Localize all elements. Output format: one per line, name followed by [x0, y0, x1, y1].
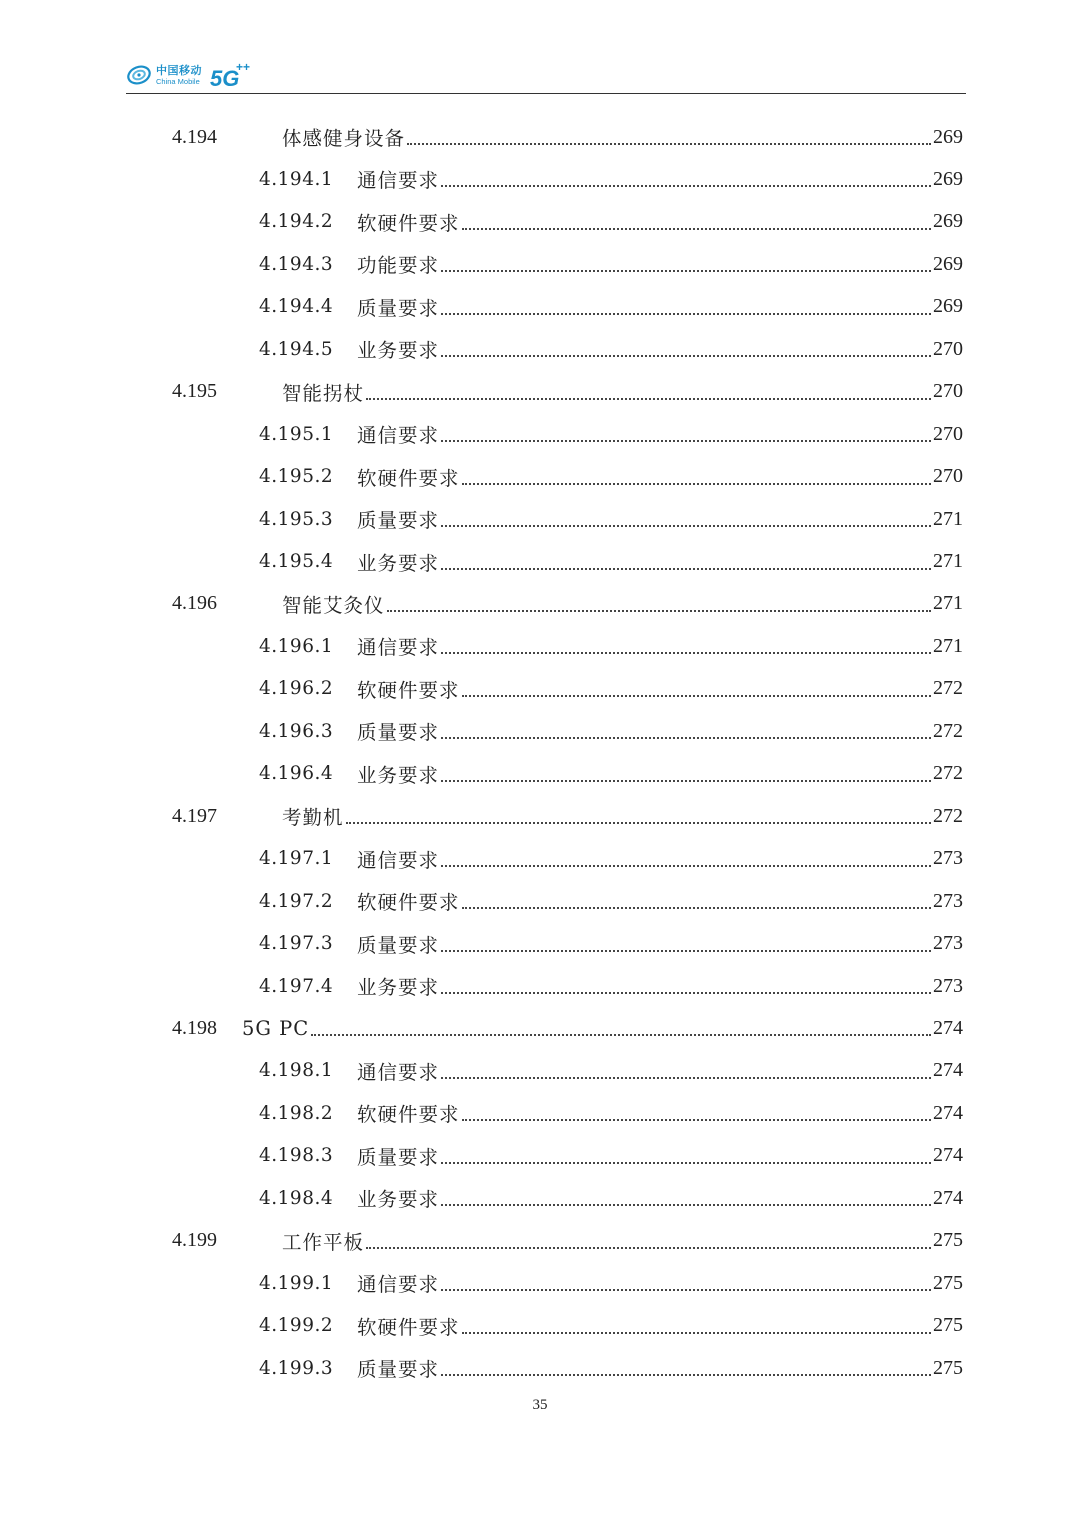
toc-section-entry[interactable]	[172, 1220, 963, 1262]
toc-entry-number: 4.198.3	[259, 1145, 334, 1167]
toc-entry-page: 271	[933, 507, 963, 530]
toc-section-entry[interactable]	[172, 583, 963, 625]
toc-subsection-entry[interactable]	[259, 710, 963, 752]
toc-entry-number: 4.197.2	[259, 890, 334, 912]
toc-entry-title: 5G PC	[242, 1016, 310, 1040]
toc-subsection-entry[interactable]	[259, 456, 963, 498]
toc-dot-leader	[441, 930, 931, 952]
toc-entry-page: 270	[933, 422, 963, 445]
toc-entry-title: 通信要求	[357, 169, 440, 193]
toc-entry-title: 软硬件要求	[357, 678, 460, 702]
toc-entry-number: 4.194.4	[259, 296, 334, 318]
toc-dot-leader	[441, 505, 931, 527]
toc-entry-title: 智能拐杖	[282, 381, 365, 405]
toc-entry-number: 4.194	[172, 125, 217, 148]
toc-entry-page: 269	[933, 167, 963, 190]
toc-subsection-entry[interactable]	[259, 1262, 963, 1304]
toc-entry-number: 4.196.2	[259, 678, 334, 700]
toc-dot-leader	[462, 208, 931, 230]
toc-entry-page: 273	[933, 932, 963, 955]
toc-entry-number: 4.196.3	[259, 720, 334, 742]
toc-dot-leader	[387, 590, 931, 612]
toc-section-entry[interactable]	[172, 1007, 963, 1049]
toc-dot-leader	[366, 1227, 931, 1249]
toc-entry-number: 4.199.2	[259, 1315, 334, 1337]
toc-entry-page: 269	[933, 210, 963, 233]
page-number: 35	[532, 1397, 548, 1413]
toc-subsection-entry[interactable]	[259, 880, 963, 922]
toc-entry-title: 质量要求	[357, 1358, 440, 1382]
toc-entry-number: 4.195.4	[259, 551, 334, 572]
toc-entry-number: 4.196.1	[259, 635, 334, 657]
toc-subsection-entry[interactable]	[259, 923, 963, 965]
toc-entry-title: 软硬件要求	[357, 1103, 460, 1127]
toc-entry-number: 4.197	[172, 804, 217, 827]
toc-entry-page: 272	[933, 677, 963, 700]
toc-entry-title: 质量要求	[357, 721, 440, 745]
toc-entry-number: 4.194.2	[259, 211, 334, 233]
toc-dot-leader	[462, 1099, 931, 1121]
toc-subsection-entry[interactable]	[259, 286, 963, 328]
toc-entry-number: 4.195	[172, 380, 217, 403]
toc-entry-number: 4.199	[172, 1229, 217, 1252]
toc-dot-leader	[441, 972, 931, 994]
toc-entry-page: 275	[933, 1229, 963, 1252]
toc-subsection-entry[interactable]	[259, 1177, 963, 1219]
toc-entry-page: 274	[933, 1144, 963, 1167]
toc-entry-title: 质量要求	[357, 933, 440, 957]
toc-section-entry[interactable]	[172, 371, 963, 413]
toc-dot-leader	[441, 632, 931, 654]
toc-dot-leader	[441, 1184, 931, 1206]
toc-entry-title: 业务要求	[357, 976, 440, 999]
toc-dot-leader	[462, 1312, 931, 1334]
toc-subsection-entry[interactable]	[259, 1050, 963, 1092]
toc-subsection-entry[interactable]	[259, 201, 963, 243]
toc-entry-page: 269	[933, 295, 963, 318]
toc-subsection-entry[interactable]	[259, 413, 963, 455]
toc-entry-page: 272	[933, 804, 963, 827]
toc-subsection-entry[interactable]	[259, 1305, 963, 1347]
toc-entry-title: 功能要求	[357, 254, 440, 278]
toc-dot-leader	[441, 548, 931, 570]
toc-dot-leader	[441, 760, 931, 782]
toc-entry-page: 273	[933, 974, 963, 997]
toc-entry-page: 269	[933, 125, 963, 148]
toc-dot-leader	[462, 463, 931, 485]
toc-entry-page: 270	[933, 465, 963, 488]
toc-dot-leader	[366, 378, 931, 400]
toc-entry-page: 274	[933, 1101, 963, 1124]
toc-entry-title: 业务要求	[357, 339, 440, 363]
toc-entry-number: 4.194.3	[259, 253, 334, 275]
header-divider	[126, 93, 966, 94]
toc-entry-page: 273	[933, 889, 963, 912]
toc-entry-title: 软硬件要求	[357, 891, 460, 915]
toc-entry-page: 269	[933, 252, 963, 275]
toc-entry-title: 体感健身设备	[282, 127, 406, 150]
5g-logo-text: 5G	[210, 66, 240, 91]
toc-entry-title: 业务要求	[357, 551, 440, 575]
toc-entry-number: 4.199.3	[259, 1357, 334, 1379]
toc-entry-page: 275	[933, 1314, 963, 1337]
toc-entry-page: 275	[933, 1356, 963, 1379]
toc-subsection-entry[interactable]	[259, 838, 963, 880]
toc-subsection-entry[interactable]	[259, 243, 963, 285]
logo-english-name: China Mobile	[156, 76, 200, 86]
toc-entry-page: 271	[933, 592, 963, 615]
toc-subsection-entry[interactable]	[259, 1092, 963, 1134]
toc-entry-page: 274	[933, 1186, 963, 1209]
toc-entry-title: 质量要求	[357, 509, 440, 533]
toc-subsection-entry[interactable]	[259, 753, 963, 795]
toc-entry-title: 通信要求	[357, 1060, 440, 1084]
toc-entry-title: 软硬件要求	[357, 211, 460, 235]
toc-dot-leader	[346, 802, 931, 824]
toc-dot-leader	[441, 1057, 931, 1079]
toc-entry-number: 4.197.3	[259, 933, 334, 955]
toc-entry-number: 4.195.2	[259, 466, 334, 488]
toc-entry-page: 271	[933, 550, 963, 572]
toc-subsection-entry[interactable]	[259, 1135, 963, 1177]
toc-entry-number: 4.194.5	[259, 338, 334, 360]
toc-entry-page: 270	[933, 380, 963, 403]
toc-entry-title: 考勤机	[282, 806, 344, 830]
toc-subsection-entry[interactable]	[259, 668, 963, 710]
toc-dot-leader	[441, 250, 931, 272]
toc-subsection-entry[interactable]	[259, 498, 963, 540]
toc-entry-number: 4.197.4	[259, 975, 334, 997]
toc-subsection-entry[interactable]	[259, 965, 963, 1007]
toc-subsection-entry[interactable]	[259, 158, 963, 200]
toc-dot-leader	[441, 845, 931, 867]
toc-section-entry[interactable]	[172, 795, 963, 837]
page-header	[126, 60, 966, 94]
toc-dot-leader	[441, 1354, 931, 1376]
toc-entry-number: 4.196.4	[259, 763, 334, 785]
toc-dot-leader	[441, 1269, 931, 1291]
toc-dot-leader	[441, 335, 931, 357]
toc-entry-page: 272	[933, 762, 963, 785]
toc-entry-title: 质量要求	[357, 1145, 440, 1169]
toc-entry-number: 4.198.1	[259, 1060, 334, 1082]
5g-logo-plus: ++	[236, 60, 251, 74]
toc-entry-title: 通信要求	[357, 1273, 440, 1297]
china-mobile-swirl-icon	[126, 62, 152, 88]
toc-entry-title: 业务要求	[357, 1188, 440, 1212]
toc-entry-number: 4.195.1	[259, 423, 334, 445]
toc-entry-number: 4.198.2	[259, 1102, 334, 1124]
toc-entry-title: 智能艾灸仪	[282, 593, 385, 617]
toc-dot-leader	[441, 717, 931, 739]
toc-entry-number: 4.199.1	[259, 1272, 334, 1294]
toc-dot-leader	[462, 887, 931, 909]
toc-entry-title: 通信要求	[357, 848, 440, 872]
toc-entry-number: 4.198	[172, 1016, 217, 1039]
toc-dot-leader	[311, 1014, 931, 1036]
toc-dot-leader	[462, 675, 931, 697]
toc-entry-page: 270	[933, 337, 963, 360]
toc-subsection-entry[interactable]	[259, 328, 963, 370]
toc-dot-leader	[441, 165, 931, 187]
logo-chinese-name: 中国移动	[156, 63, 202, 77]
toc-entry-number: 4.196	[172, 592, 217, 615]
toc-entry-title: 软硬件要求	[357, 466, 460, 490]
toc-entry-title: 软硬件要求	[357, 1315, 460, 1339]
toc-entry-title: 通信要求	[357, 636, 440, 660]
toc-subsection-entry[interactable]	[259, 1347, 963, 1389]
toc-subsection-entry[interactable]	[259, 625, 963, 667]
toc-entry-page: 272	[933, 719, 963, 742]
toc-entry-title: 业务要求	[357, 763, 440, 787]
china-mobile-logo	[126, 60, 251, 91]
5g-logo	[210, 62, 254, 94]
toc-entry-number: 4.194.1	[259, 168, 334, 190]
toc-dot-leader	[407, 123, 931, 145]
toc-dot-leader	[441, 1142, 931, 1164]
toc-entry-page: 273	[933, 847, 963, 870]
toc-entry-number: 4.197.1	[259, 848, 334, 870]
toc-entry-number: 4.198.4	[259, 1187, 334, 1209]
toc-entry-number: 4.195.3	[259, 508, 334, 530]
toc-dot-leader	[441, 420, 931, 442]
toc-dot-leader	[441, 293, 931, 315]
toc-subsection-entry[interactable]	[259, 541, 963, 583]
toc-section-entry[interactable]	[172, 116, 963, 158]
toc-entry-title: 工作平板	[282, 1230, 365, 1254]
toc-entry-title: 通信要求	[357, 424, 440, 448]
toc-entry-page: 275	[933, 1271, 963, 1294]
toc-entry-page: 274	[933, 1059, 963, 1082]
toc-entry-page: 271	[933, 634, 963, 657]
toc-entry-page: 274	[933, 1016, 963, 1039]
toc-entry-title: 质量要求	[357, 296, 440, 320]
